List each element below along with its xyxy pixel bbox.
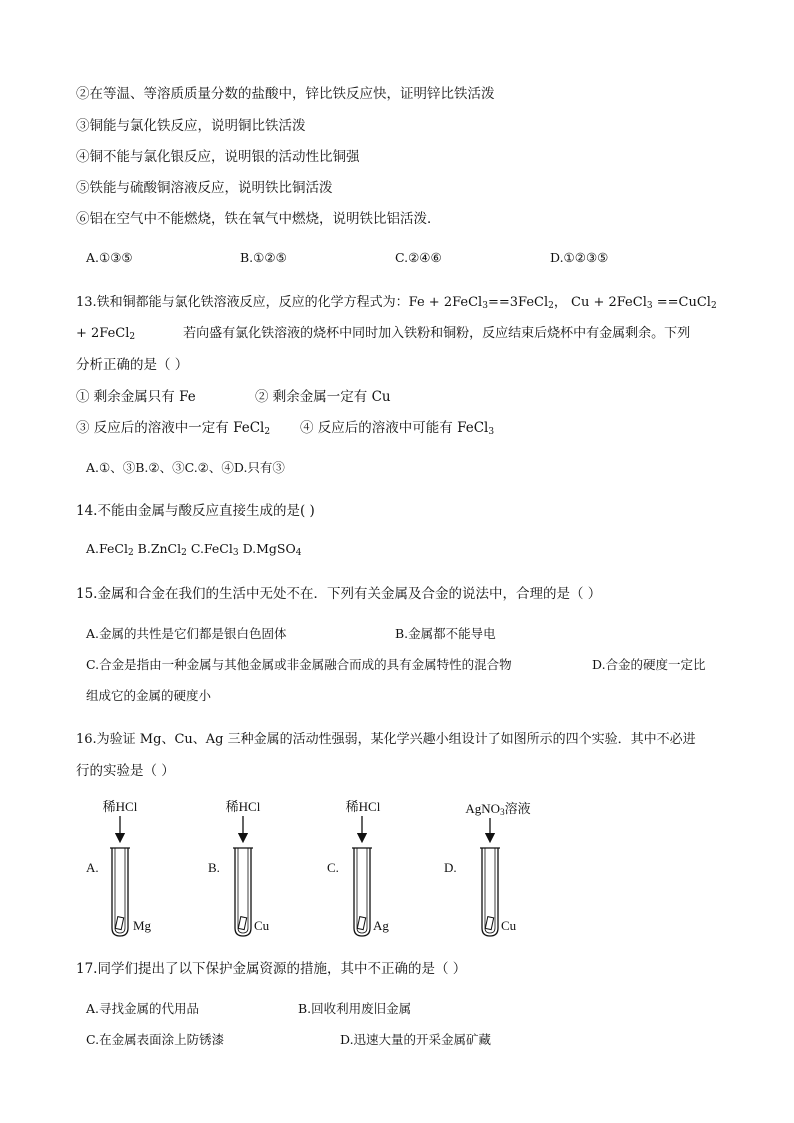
q12-statement-3: ③铜能与氯化铁反应，说明铜比铁活泼 <box>76 118 306 134</box>
q12-option-b: B.①②⑤ <box>240 250 287 265</box>
tube-b <box>233 848 253 936</box>
tube-c-label: C. <box>327 860 339 875</box>
q13-stem-line1: 13.铁和铜都能与氯化铁溶液反应，反应的化学方程式为：Fe + 2FeCl$_3$==3FeCl$_2$， Cu + 2FeCl$_3$ ==CuCl$_2$ <box>76 295 717 311</box>
tube-a-label: A. <box>86 860 99 875</box>
tube-c-reagent: 稀HCl <box>345 799 381 814</box>
q13-options: A.①、③B.②、③C.②、④D.只有③ <box>86 460 285 475</box>
q15-option-d: D.合金的硬度一定比 <box>592 657 706 672</box>
q13-statement-2: ② 剩余金属一定有 Cu <box>255 389 391 405</box>
q13-stem-line3: 分析正确的是（ ） <box>76 357 189 373</box>
q17-stem: 17.同学们提出了以下保护金属资源的措施，其中不正确的是（ ） <box>76 961 467 977</box>
q17-option-d: D.迅速大量的开采金属矿藏 <box>340 1032 492 1047</box>
q17-option-c: C.在金属表面涂上防锈漆 <box>86 1032 225 1047</box>
q17-option-b: B.回收利用废旧金属 <box>298 1001 412 1016</box>
q14-options: A.FeCl$_2$ B.ZnCl$_2$ C.FeCl$_3$ D.MgSO$_4$ <box>86 541 302 558</box>
q15-stem: 15.金属和合金在我们的生活中无处不在．下列有关金属及合金的说法中，合理的是（ ） <box>76 586 602 602</box>
q15-option-d-cont: 组成它的金属的硬度小 <box>86 688 212 703</box>
tube-d-label: D. <box>444 860 457 875</box>
tube-b-reagent: 稀HCl <box>225 799 261 814</box>
q12-option-a: A.①③⑤ <box>86 250 133 265</box>
q15-option-b: B.金属都不能导电 <box>395 626 496 641</box>
tube-d <box>480 848 500 936</box>
q13-statement-3: ③ 反应后的溶液中一定有 FeCl$_2$ <box>76 420 271 437</box>
q17-option-a: A.寻找金属的代用品 <box>86 1001 200 1016</box>
tube-b-label: B. <box>208 860 220 875</box>
q12-statement-5: ⑤铁能与硫酸铜溶液反应，说明铁比铜活泼 <box>76 180 333 196</box>
q12-statement-6: ⑥铝在空气中不能燃烧，铁在氧气中燃烧，说明铁比铝活泼． <box>76 211 441 227</box>
tube-c <box>352 848 372 936</box>
q16-stem-line1: 16.为验证 Mg、Cu、Ag 三种金属的活动性强弱，某化学兴趣小组设计了如图所示的四个实验．其中不必进 <box>76 732 696 747</box>
q13-stem-line2: + 2FeCl$_2$ 若向盛有氯化铁溶液的烧杯中同时加入铁粉和铜粉，反应结束后烧杯中有金属剩余。下列 <box>76 326 691 342</box>
q16-stem-line2: 行的实验是（ ） <box>76 763 175 779</box>
tube-a-reagent: 稀HCl <box>102 799 138 814</box>
q13-statement-1: ① 剩余金属只有 Fe <box>76 389 196 405</box>
tube-b-metal: Cu <box>254 918 270 933</box>
q14-stem: 14.不能由金属与酸反应直接生成的是( ) <box>76 503 315 519</box>
q12-option-c: C.②④⑥ <box>395 250 442 265</box>
q12-statement-2: ②在等温、等溶质质量分数的盐酸中，锌比铁反应快，证明锌比铁活泼 <box>76 86 495 102</box>
q15-option-a: A.金属的共性是它们都是银白色固体 <box>86 626 287 641</box>
tube-d-reagent: AgNO$_3$溶液 <box>465 801 531 817</box>
q13-statement-4: ④ 反应后的溶液中可能有 FeCl$_3$ <box>300 420 495 437</box>
tube-a <box>110 848 130 936</box>
tube-d-metal: Cu <box>501 918 517 933</box>
q12-option-d: D.①②③⑤ <box>550 250 609 265</box>
tube-c-metal: Ag <box>373 918 389 933</box>
q15-option-c: C.合金是指由一种金属与其他金属或非金属融合而成的具有金属特性的混合物 <box>86 657 512 672</box>
q12-statement-4: ④铜不能与氯化银反应，说明银的活动性比铜强 <box>76 149 360 165</box>
tube-a-metal: Mg <box>133 918 152 933</box>
